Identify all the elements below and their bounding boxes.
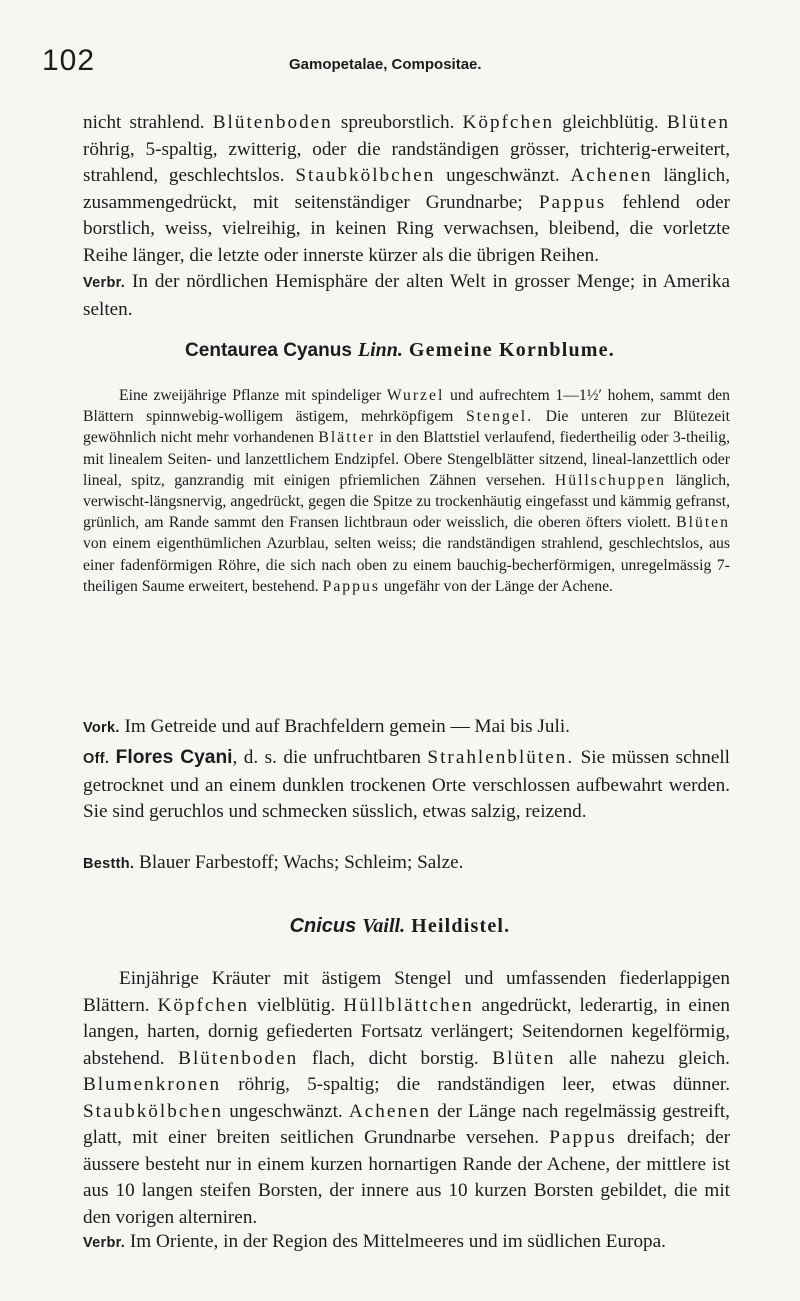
verbr-text: Im Oriente, in der Region des Mittelmeeres und im südlichen Europa.	[125, 1231, 666, 1252]
term-hullschuppen: Hüllschuppen	[554, 471, 667, 489]
text-run: flach, dicht borstig.	[298, 1047, 493, 1069]
term-bluten: Blüten	[492, 1047, 556, 1069]
verbr-paragraph-1	[83, 269, 730, 323]
term-achenen: Achenen	[348, 1100, 432, 1122]
bestth-paragraph	[83, 850, 730, 878]
bestth-text: Blauer Farbestoff; Wachs; Schleim; Salze.	[134, 852, 464, 873]
off-paragraph	[83, 745, 730, 826]
text-run: von einem eigenthümlichen Azurblau, selten weiss; die randständigen strahlend, geschlechtslos, aus einer fadenförmigen Röhre, die sich nach oben zu einem bauchig-becherförmigen, unregelmässig 7-theiligen Saume erweitert, bestehend.	[83, 535, 730, 595]
text-run: Einjährige Kräuter mit ästigem Stengel und umfassenden fiederlappigen Blättern.	[83, 968, 730, 1016]
text-run: nicht strahlend.	[83, 112, 213, 133]
term-kopfchen: Köpfchen	[462, 112, 555, 133]
term-pappus: Pappus	[322, 577, 380, 595]
verbr-paragraph-2	[83, 1229, 730, 1257]
author-abbrev: Vaill.	[362, 915, 406, 937]
text-run: und aufrechtem 1—1½′ hohem, sammt den Blättern spinnwebig-wolligem ästigem, mehrköpfigem	[83, 387, 730, 426]
text-run: gleichblütig.	[554, 112, 667, 133]
term-wurzel: Wurzel	[386, 387, 445, 404]
term-bluten: Blüten	[676, 514, 730, 532]
text-run: angedrückt, lederartig, in einen langen, harten, dornig gefiederten Fortsatz verlängert; Seitendornen kegelförmig, abstehend.	[83, 994, 730, 1069]
term-blutenboden: Blütenboden	[212, 112, 333, 133]
heading-cnicus	[0, 915, 800, 938]
term-bluten: Blüten	[666, 112, 730, 133]
term-pappus: Pappus	[538, 191, 607, 213]
author-abbrev: Linn.	[357, 339, 403, 361]
text-run: ungefähr von der Länge der Achene.	[379, 577, 613, 595]
text-run: dreifach; der äussere besteht nur in einem kurzen hornartigen Rande der Achene, der mittlere ist aus 10 langen steifen Borsten, der innere aus 10 kurzen Borsten gebildet, die mit den vorigen alterniren.	[83, 1127, 730, 1228]
term-pappus: Pappus	[549, 1127, 617, 1148]
text-run: fehlend oder borstlich, weiss, vielreihig, in keinen Ring verwachsen, bleibend, die vorletzte Reihe länger, die letzte oder innerste kürzer als die übrigen Reihen.	[83, 191, 730, 266]
text-run: röhrig, 5-spaltig, zwitterig, oder die randständigen grösser, trichterig-erweitert, strahlend, geschlechtslos.	[83, 138, 730, 186]
cnicus-description	[83, 966, 730, 1231]
text-run: röhrig, 5-spaltig; die randständigen leer, etwas dünner.	[221, 1074, 730, 1095]
section-label-off: Off.	[83, 751, 110, 767]
text-run: Eine zweijährige Pflanze mit spindeliger	[119, 387, 387, 404]
vernacular-name: Gemeine Kornblume.	[408, 339, 615, 361]
verbr-text: In der nördlichen Hemisphäre der alten Welt in grosser Menge; in Amerika selten.	[83, 271, 730, 320]
page-header	[42, 44, 762, 84]
term-staubkolbchen: Staubkölbchen	[83, 1100, 224, 1122]
text-run: länglich, zusammengedrückt, mit seitenständiger Grundnarbe;	[83, 165, 730, 213]
text-run: Die unteren zur Blütezeit gewöhnlich nicht mehr vorhandenen	[83, 408, 730, 447]
text-run: in den Blattstiel verlaufend, fiedertheilig oder 3-theilig, mit linealem Seiten- und lanzettlichem Endzipfel. Obere Stengelblätter sitzend, lineal-lanzettlich oder lineal, spitz, ganzrandig mit einigen pfriemlichen Zähnen versehen.	[83, 429, 730, 489]
running-title: Gamopetalae, Compositae.	[289, 56, 482, 73]
page-number: 102	[42, 44, 96, 77]
text-run: alle nahezu gleich.	[555, 1047, 730, 1069]
text-run: ungeschwänzt.	[435, 165, 571, 186]
section-label-bestth: Bestth.	[83, 856, 135, 872]
text-run: spreuborstlich.	[332, 112, 463, 133]
term-stengel: Stengel.	[466, 408, 534, 426]
intro-paragraph	[83, 110, 730, 269]
text-run: ungeschwänzt.	[223, 1100, 349, 1122]
term-blatter: Blätter	[318, 429, 376, 447]
section-label-verbr: Verbr.	[83, 1235, 126, 1251]
term-kopfchen: Köpfchen	[157, 994, 250, 1016]
section-label-verbr: Verbr.	[83, 275, 126, 291]
vork-paragraph	[83, 714, 730, 742]
term-blutenboden: Blütenboden	[178, 1047, 299, 1069]
vork-text: Im Getreide und auf Brachfeldern gemein — Mai bis Juli.	[119, 716, 570, 737]
text-run: vielblütig.	[249, 994, 344, 1016]
text-run: , d. s. die unfruchtbaren	[232, 747, 428, 768]
centaurea-description	[83, 385, 730, 597]
heading-centaurea	[0, 339, 800, 362]
section-label-vork: Vork.	[83, 720, 120, 736]
text-run: länglich, verwischt-längsnervig, angedrückt, gegen die Spitze zu trockenhäutig eingefasst und kämmig gefranst, grünlich, am Rande sammt den Fransen lichtbraun oder weisslich, die oberen öfters violett.	[83, 471, 730, 532]
species-name: Centaurea Cyanus	[185, 340, 352, 361]
text-run: der Länge nach regelmässig gestreift, glatt, mit einer breiten seitlichen Grundnarbe versehen.	[83, 1100, 730, 1148]
term-staubkolbchen: Staubkölbchen	[295, 165, 436, 186]
term-strahlenbluten: Strahlenblüten.	[427, 747, 575, 768]
vernacular-name: Heildistel.	[411, 915, 511, 937]
term-achenen: Achenen	[570, 165, 653, 186]
drug-name: Flores Cyani	[115, 747, 233, 768]
genus-name: Cnicus	[289, 915, 357, 937]
text-run: Sie müssen schnell getrocknet und an einem dunklen trockenen Orte verschlossen aufbewahrt werden. Sie sind geruchlos und schmecken süsslich, etwas salzig, reizend.	[83, 747, 730, 822]
term-blumenkronen: Blumenkronen	[83, 1074, 222, 1095]
term-hullblattchen: Hüllblättchen	[343, 994, 474, 1016]
